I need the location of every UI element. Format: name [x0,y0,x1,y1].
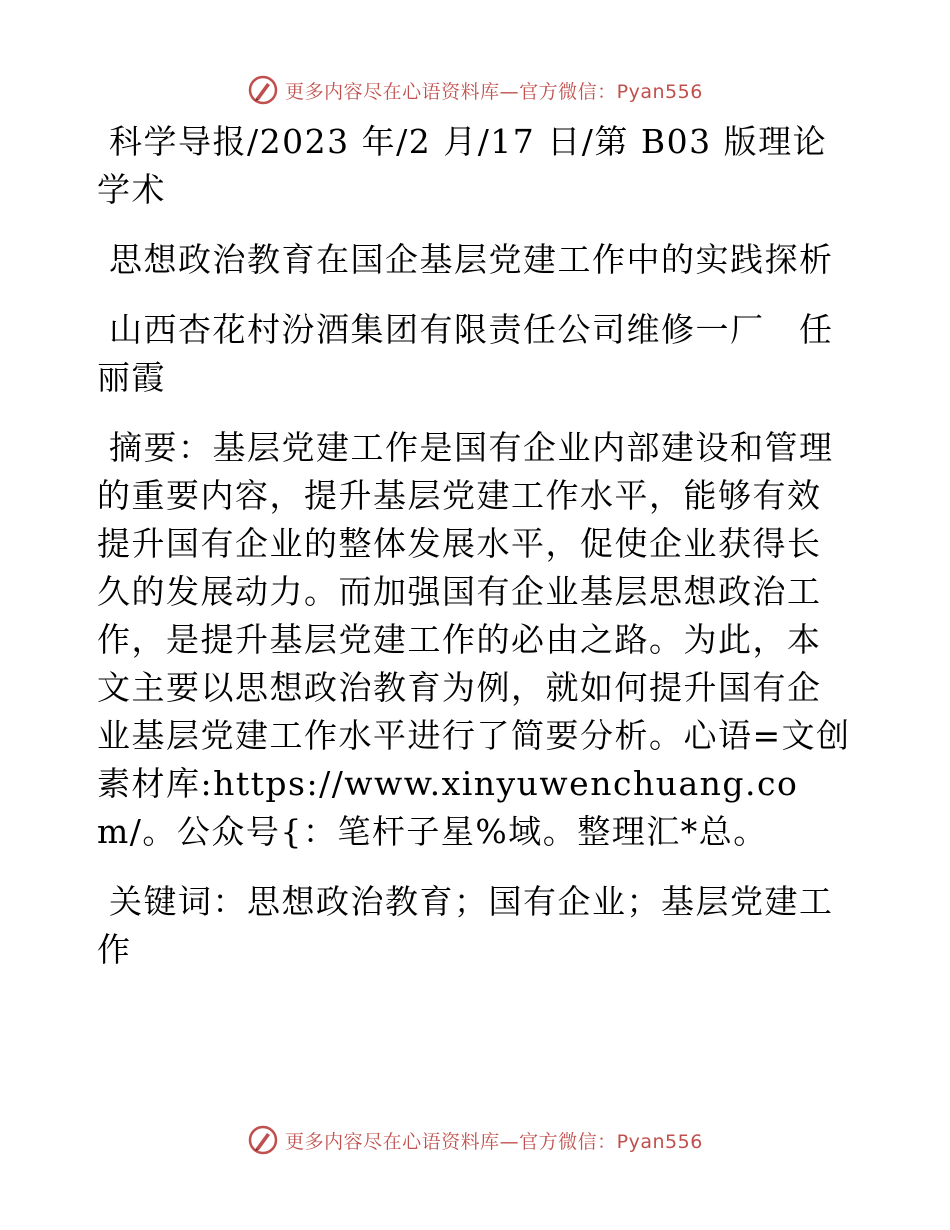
pen-circle-logo-icon [247,1124,279,1156]
source-line: 科学导报/2023 年/2 月/17 日/第 B03 版理论学术 [97,122,828,209]
header-watermark-banner [0,70,950,110]
keywords-line: 关键词：思想政治教育；国有企业；基层党建工作 [97,882,834,969]
footer-watermark-banner [0,1120,950,1160]
author-line: 山西杏花村汾酒集团有限责任公司维修一厂 任丽霞 [97,310,834,397]
header-watermark-text: 更多内容尽在心语资料库—官方微信：Pyan556 [285,80,703,103]
article-title: 思想政治教育在国企基层党建工作中的实践探析 [109,240,834,279]
footer-watermark-text: 更多内容尽在心语资料库—官方微信：Pyan556 [285,1130,703,1153]
abstract-paragraph: 摘要：基层党建工作是国有企业内部建设和管理的重要内容，提升基层党建工作水平，能够有效提升国有企业的整体发展水平，促使企业获得长久的发展动力。而加强国有企业基层思想政治工作，是提升基层党建工作的必由之路。为此，本文主要以思想政治教育为例，就如何提升国有企业基层党建工作水平进行了简要分析。心语=文创素材库:https://www.xinyuwenchuang.com/。公众号{：笔杆子星%域。整理汇*总。 [97,428,851,851]
pen-circle-logo-icon [247,74,279,106]
document-body [97,118,853,974]
